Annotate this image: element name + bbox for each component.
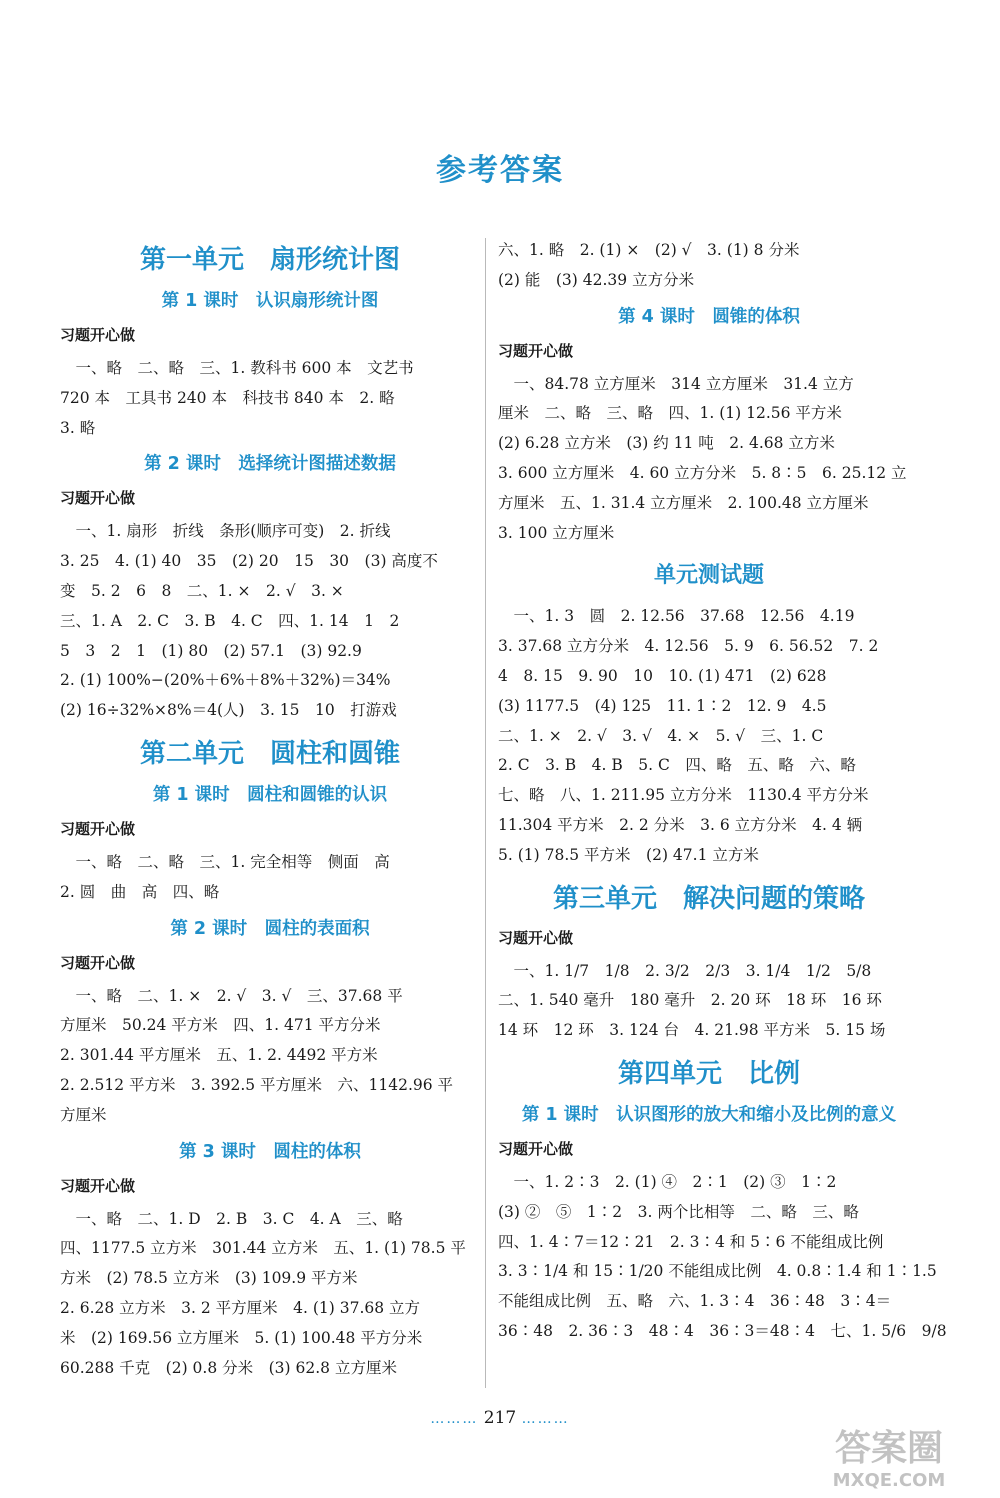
lesson-heading: 第 1 课时 圆柱和圆锥的认识 xyxy=(152,784,388,805)
answer-line: 3. 600 立方厘米 4. 60 立方分米 5. 8∶5 6. 25.12 立 xyxy=(498,463,907,482)
answer-line: 3. 25 4. (1) 40 35 (2) 20 15 30 (3) 高度不 xyxy=(60,552,438,571)
lesson-heading: 第 4 课时 圆锥的体积 xyxy=(618,306,800,327)
answer-line: (3) 1177.5 (4) 125 11. 1∶2 12. 9 4.5 xyxy=(498,696,827,715)
column-divider xyxy=(485,238,486,1388)
unit-heading: 第四单元 比例 xyxy=(617,1058,800,1089)
answer-line: 4 8. 15 9. 90 10 10. (1) 471 (2) 628 xyxy=(498,666,827,685)
answer-line: 方米 (2) 78.5 立方米 (3) 109.9 平方米 xyxy=(60,1269,358,1288)
answer-line: 不能组成比例 五、略 六、1. 3∶4 36∶48 3∶4＝ xyxy=(498,1292,892,1311)
lesson-heading: 第 1 课时 认识扇形统计图 xyxy=(161,291,379,311)
answer-line: (3) ② ⑤ 1∶2 3. 两个比相等 二、略 三、略 xyxy=(498,1202,859,1221)
answer-line: 5 3 2 1 (1) 80 (2) 57.1 (3) 92.9 xyxy=(60,641,362,660)
answer-line: (2) 6.28 立方米 (3) 约 11 吨 2. 4.68 立方米 xyxy=(498,434,835,453)
answer-line: 一、1. 1/7 1/8 2. 3/2 2/3 3. 1/4 1/2 5/8 xyxy=(498,961,872,980)
answer-line: 3. 3∶1/4 和 15∶1/20 不能组成比例 4. 0.8∶1.4 和 1∶1.5 xyxy=(498,1262,937,1281)
answer-line: 2. 圆 曲 高 四、略 xyxy=(60,882,220,901)
exercise-label: 习题开心做 xyxy=(498,1139,574,1158)
unit-test-heading: 单元测试题 xyxy=(653,563,764,589)
lesson-heading: 第 3 课时 圆柱的体积 xyxy=(179,1141,361,1162)
answer-line: 三、1. A 2. C 3. B 4. C 四、1. 14 1 2 xyxy=(60,611,400,630)
exercise-label: 习题开心做 xyxy=(498,341,574,360)
answer-line: 720 本 工具书 240 本 科技书 840 本 2. 略 xyxy=(60,388,395,407)
answer-line: 二、1. × 2. √ 3. √ 4. × 5. √ 三、1. C xyxy=(498,726,824,745)
unit-heading: 第三单元 解决问题的策略 xyxy=(552,883,865,914)
watermark-title: 答案圈 xyxy=(834,1428,944,1469)
answer-line: 一、84.78 立方厘米 314 立方厘米 31.4 立方 xyxy=(498,374,854,393)
answer-line: 四、1. 4∶7＝12∶21 2. 3∶4 和 5∶6 不能组成比例 xyxy=(498,1232,884,1251)
exercise-label: 习题开心做 xyxy=(60,819,136,838)
answer-line: 一、1. 3 圆 2. 12.56 37.68 12.56 4.19 xyxy=(498,607,855,626)
answer-line: 60.288 千克 (2) 0.8 分米 (3) 62.8 立方厘米 xyxy=(60,1358,397,1377)
answer-line: 11.304 平方米 2. 2 分米 3. 6 立方分米 4. 4 辆 xyxy=(498,815,863,834)
unit-heading: 第一单元 扇形统计图 xyxy=(139,245,400,275)
exercise-label: 习题开心做 xyxy=(60,489,136,508)
answer-line: 厘米 二、略 三、略 四、1. (1) 12.56 平方米 xyxy=(498,404,842,423)
answer-line: 七、略 八、1. 211.95 立方分米 1130.4 平方分米 xyxy=(498,786,869,805)
answer-line: 方厘米 50.24 平方米 四、1. 471 平方分米 xyxy=(60,1016,381,1035)
answer-line: 5. (1) 78.5 平方米 (2) 47.1 立方米 xyxy=(498,845,759,864)
right-column xyxy=(498,236,947,1347)
answer-line: 14 环 12 环 3. 124 台 4. 21.98 平方米 5. 15 场 xyxy=(498,1021,886,1040)
answer-line: 一、略 二、略 三、1. 完全相等 侧面 高 xyxy=(60,852,390,871)
answer-line: 一、略 二、1. × 2. √ 3. √ 三、37.68 平 xyxy=(60,986,403,1005)
footer-dots-left: ……… xyxy=(430,1411,479,1427)
answer-line: 方厘米 xyxy=(60,1105,107,1124)
answer-line: 变 5. 2 6 8 二、1. × 2. √ 3. × xyxy=(60,581,344,600)
watermark-url: MXQE.COM xyxy=(832,1470,946,1491)
answer-line: 2. 6.28 立方米 3. 2 平方厘米 4. (1) 37.68 立方 xyxy=(60,1298,421,1317)
answer-line: 一、1. 2∶3 2. (1) ④ 2∶1 (2) ③ 1∶2 xyxy=(498,1172,837,1191)
exercise-label: 习题开心做 xyxy=(60,1176,136,1195)
unit-heading: 第二单元 圆柱和圆锥 xyxy=(139,738,400,769)
answer-line: 2. 2.512 平方米 3. 392.5 平方厘米 六、1142.96 平 xyxy=(60,1075,454,1094)
lesson-heading: 第 1 课时 认识图形的放大和缩小及比例的意义 xyxy=(521,1104,897,1125)
page-number: 217 xyxy=(483,1408,517,1428)
footer-dots-right: ……… xyxy=(521,1411,570,1427)
watermark-logo xyxy=(784,1420,994,1492)
answer-line: 3. 100 立方厘米 xyxy=(498,523,615,542)
answer-line: 二、1. 540 毫升 180 毫升 2. 20 环 18 环 16 环 xyxy=(498,991,882,1010)
lesson-heading: 第 2 课时 选择统计图描述数据 xyxy=(144,454,396,475)
answer-line: 2. (1) 100%−(20%＋6%＋8%＋32%)＝34% xyxy=(60,671,391,690)
exercise-label: 习题开心做 xyxy=(60,326,136,344)
answer-line: 36∶48 2. 36∶3 48∶4 36∶3＝48∶4 七、1. 5/6 9/8 xyxy=(498,1321,947,1340)
answer-line: 一、略 二、略 三、1. 教科书 600 本 文艺书 xyxy=(60,359,414,377)
exercise-label: 习题开心做 xyxy=(498,928,574,947)
page-title: 参考答案 xyxy=(436,153,564,188)
answer-line: (2) 16÷32%×8%＝4(人) 3. 15 10 打游戏 xyxy=(60,701,397,720)
answer-line: 2. 301.44 平方厘米 五、1. 2. 4492 平方米 xyxy=(60,1046,378,1065)
left-column xyxy=(60,232,480,1383)
answer-line: 一、略 二、1. D 2. B 3. C 4. A 三、略 xyxy=(60,1209,403,1228)
answer-line: 六、1. 略 2. (1) × (2) √ 3. (1) 8 分米 xyxy=(498,241,800,259)
answer-line: 2. C 3. B 4. B 5. C 四、略 五、略 六、略 xyxy=(498,756,856,775)
answer-line: (2) 能 (3) 42.39 立方分米 xyxy=(498,270,695,289)
answer-line: 米 (2) 169.56 立方厘米 5. (1) 100.48 平方分米 xyxy=(60,1328,423,1347)
answer-line: 四、1177.5 立方米 301.44 立方米 五、1. (1) 78.5 平 xyxy=(60,1239,466,1258)
answer-line: 一、1. 扇形 折线 条形(顺序可变) 2. 折线 xyxy=(60,522,391,541)
lesson-heading: 第 2 课时 圆柱的表面积 xyxy=(170,918,370,939)
answer-line: 3. 37.68 立方分米 4. 12.56 5. 9 6. 56.52 7. 2 xyxy=(498,637,879,656)
exercise-label: 习题开心做 xyxy=(60,953,136,972)
answer-line: 方厘米 五、1. 31.4 立方厘米 2. 100.48 立方厘米 xyxy=(498,493,869,512)
answer-line: 3. 略 xyxy=(60,418,96,437)
